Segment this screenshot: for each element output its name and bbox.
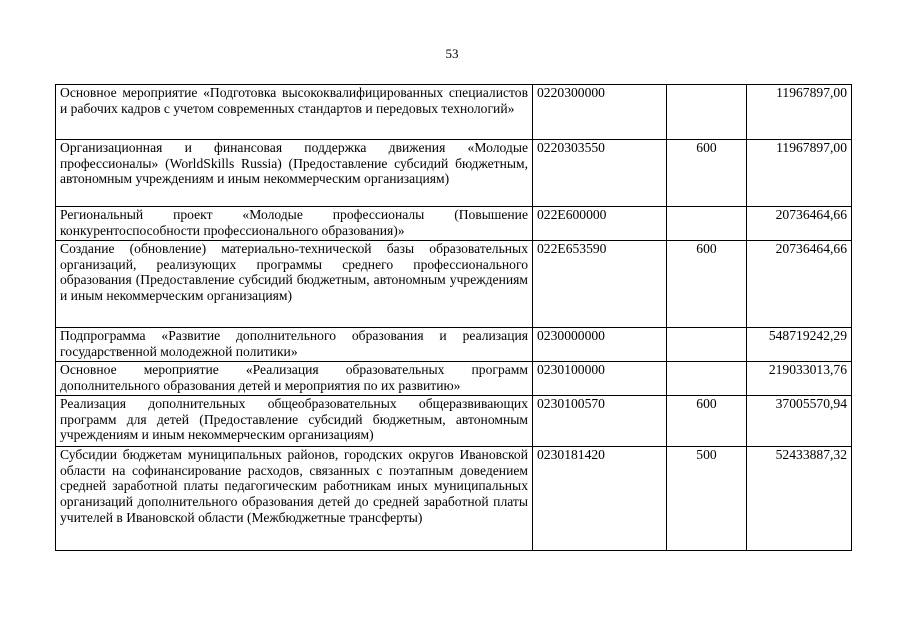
row-code-cell: 0220303550 — [533, 140, 667, 207]
row-amount-cell: 20736464,66 — [747, 241, 852, 328]
row-code-cell: 0230000000 — [533, 328, 667, 362]
row-code-cell: 022E653590 — [533, 241, 667, 328]
table-row — [56, 140, 852, 207]
table-row — [56, 447, 852, 551]
row-type-cell — [667, 207, 747, 241]
row-name-cell: Основное мероприятие «Подготовка высококвалифицированных специалистов и рабочих кадров с учетом современных стандартов и передовых технологий» — [56, 85, 533, 140]
row-type-cell: 600 — [667, 140, 747, 207]
row-type-cell: 600 — [667, 241, 747, 328]
row-amount-cell: 20736464,66 — [747, 207, 852, 241]
row-type-cell — [667, 362, 747, 396]
row-code-cell: 0230100570 — [533, 396, 667, 447]
row-amount-cell: 37005570,94 — [747, 396, 852, 447]
row-name-cell: Субсидии бюджетам муниципальных районов, городских округов Ивановской области на софинансирование расходов, связанных с поэтапным доведением средней заработной платы педагогическим работникам иных муниципальных организаций дополнительного образования детей до средней заработной платы учителей в Ивановской области (Межбюджетные трансферты) — [56, 447, 533, 551]
row-name-cell: Реализация дополнительных общеобразовательных общеразвивающих программ для детей (Предоставление субсидий бюджетным, автономным учреждениям и иным некоммерческим организациям) — [56, 396, 533, 447]
row-name-cell: Организационная и финансовая поддержка движения «Молодые профессионалы» (WorldSkills Russia) (Предоставление субсидий бюджетным, автономным учреждениям и иным некоммерческим организациям) — [56, 140, 533, 207]
row-name-cell: Создание (обновление) материально-технической базы образовательных организаций, реализующих программы среднего профессионального образования (Предоставление субсидий бюджетным, автономным учреждениям и иным некоммерческим организациям) — [56, 241, 533, 328]
row-amount-cell: 11967897,00 — [747, 140, 852, 207]
row-amount-cell: 11967897,00 — [747, 85, 852, 140]
table-row — [56, 362, 852, 396]
row-type-cell: 500 — [667, 447, 747, 551]
row-amount-cell: 52433887,32 — [747, 447, 852, 551]
row-code-cell: 0230100000 — [533, 362, 667, 396]
row-name-cell: Основное мероприятие «Реализация образовательных программ дополнительного образования детей и мероприятия по их развитию» — [56, 362, 533, 396]
table-row — [56, 207, 852, 241]
table-row — [56, 328, 852, 362]
row-amount-cell: 548719242,29 — [747, 328, 852, 362]
row-name-cell: Подпрограмма «Развитие дополнительного образования и реализация государственной молодежной политики» — [56, 328, 533, 362]
row-type-cell: 600 — [667, 396, 747, 447]
row-code-cell: 022E600000 — [533, 207, 667, 241]
table-row — [56, 241, 852, 328]
budget-table — [55, 84, 852, 551]
table-row — [56, 396, 852, 447]
row-type-cell — [667, 328, 747, 362]
row-type-cell — [667, 85, 747, 140]
page-number: 53 — [445, 46, 459, 61]
row-code-cell: 0220300000 — [533, 85, 667, 140]
row-name-cell: Региональный проект «Молодые профессионалы (Повышение конкурентоспособности профессионального образования)» — [56, 207, 533, 241]
row-code-cell: 0230181420 — [533, 447, 667, 551]
row-amount-cell: 219033013,76 — [747, 362, 852, 396]
table-row — [56, 85, 852, 140]
